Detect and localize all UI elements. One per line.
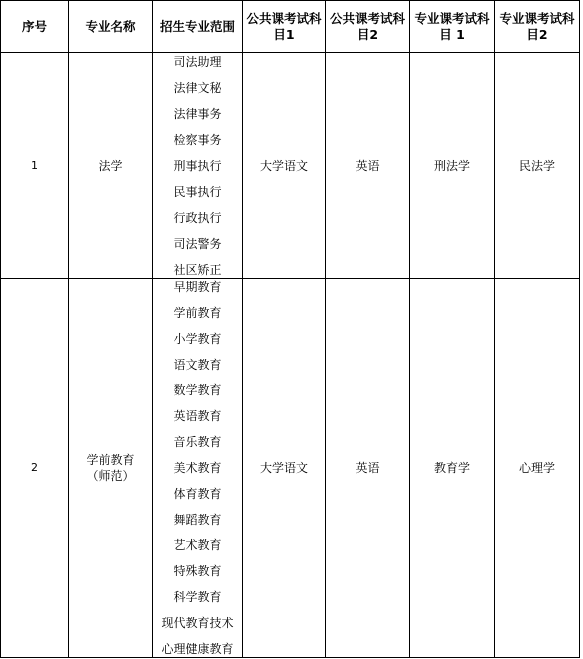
row-index: 1: [1, 53, 69, 279]
header-prof-2: 专业课考试科目2: [495, 1, 580, 53]
scope-list: [153, 53, 242, 278]
scope-item: 舞蹈教育: [173, 512, 222, 527]
row-prof-1: 刑法学: [410, 53, 495, 279]
scope-item: 科学教育: [173, 590, 222, 605]
major-name: 法学: [98, 158, 123, 173]
scope-item: 司法助理: [173, 55, 222, 69]
scope-item: 学前教育: [173, 305, 222, 320]
header-index: 序号: [1, 1, 69, 53]
row-public-1: 大学语文: [243, 279, 326, 658]
major-note: （师范）: [86, 469, 135, 483]
row-prof-2: 民法学: [495, 53, 580, 279]
scope-item: 英语教育: [173, 409, 222, 424]
header-public-1: 公共课考试科目1: [243, 1, 326, 53]
scope-item: 小学教育: [173, 331, 222, 346]
scope-item: 艺术教育: [173, 538, 222, 553]
row-public-1: 大学语文: [243, 53, 326, 279]
row-scope: [153, 53, 243, 279]
major-name: 学前教育: [86, 453, 135, 467]
scope-item: 刑事执行: [173, 159, 222, 173]
row-public-2: 英语: [326, 53, 410, 279]
scope-item: 法律事务: [173, 107, 222, 121]
scope-list: [153, 279, 242, 657]
scope-item: 法律文秘: [173, 81, 222, 95]
row-index: 2: [1, 279, 69, 658]
table-row: [1, 279, 580, 658]
scope-item: 社区矫正: [173, 263, 222, 277]
scope-item: 特殊教育: [173, 564, 222, 579]
scope-item: 语文教育: [173, 357, 222, 372]
header-scope: 招生专业范围: [153, 1, 243, 53]
table-row: [1, 53, 580, 279]
header-public-2: 公共课考试科目2: [326, 1, 410, 53]
row-prof-2: 心理学: [495, 279, 580, 658]
row-public-2: 英语: [326, 279, 410, 658]
scope-item: 数学教育: [173, 383, 222, 398]
row-major: [69, 279, 153, 658]
scope-item: 检察事务: [173, 133, 222, 147]
scope-item: 早期教育: [173, 280, 222, 294]
row-major: [69, 53, 153, 279]
scope-item: 民事执行: [173, 185, 222, 199]
row-prof-1: 教育学: [410, 279, 495, 658]
header-row: [1, 1, 580, 53]
header-major: 专业名称: [69, 1, 153, 53]
header-prof-1: 专业课考试科目 1: [410, 1, 495, 53]
scope-item: 音乐教育: [173, 435, 222, 450]
scope-item: 现代教育技术: [161, 615, 234, 630]
scope-item: 行政执行: [173, 211, 222, 225]
row-scope: [153, 279, 243, 658]
scope-item: 心理健康教育: [161, 641, 234, 656]
scope-item: 美术教育: [173, 460, 222, 475]
scope-item: 体育教育: [173, 486, 222, 501]
scope-item: 司法警务: [173, 237, 222, 251]
